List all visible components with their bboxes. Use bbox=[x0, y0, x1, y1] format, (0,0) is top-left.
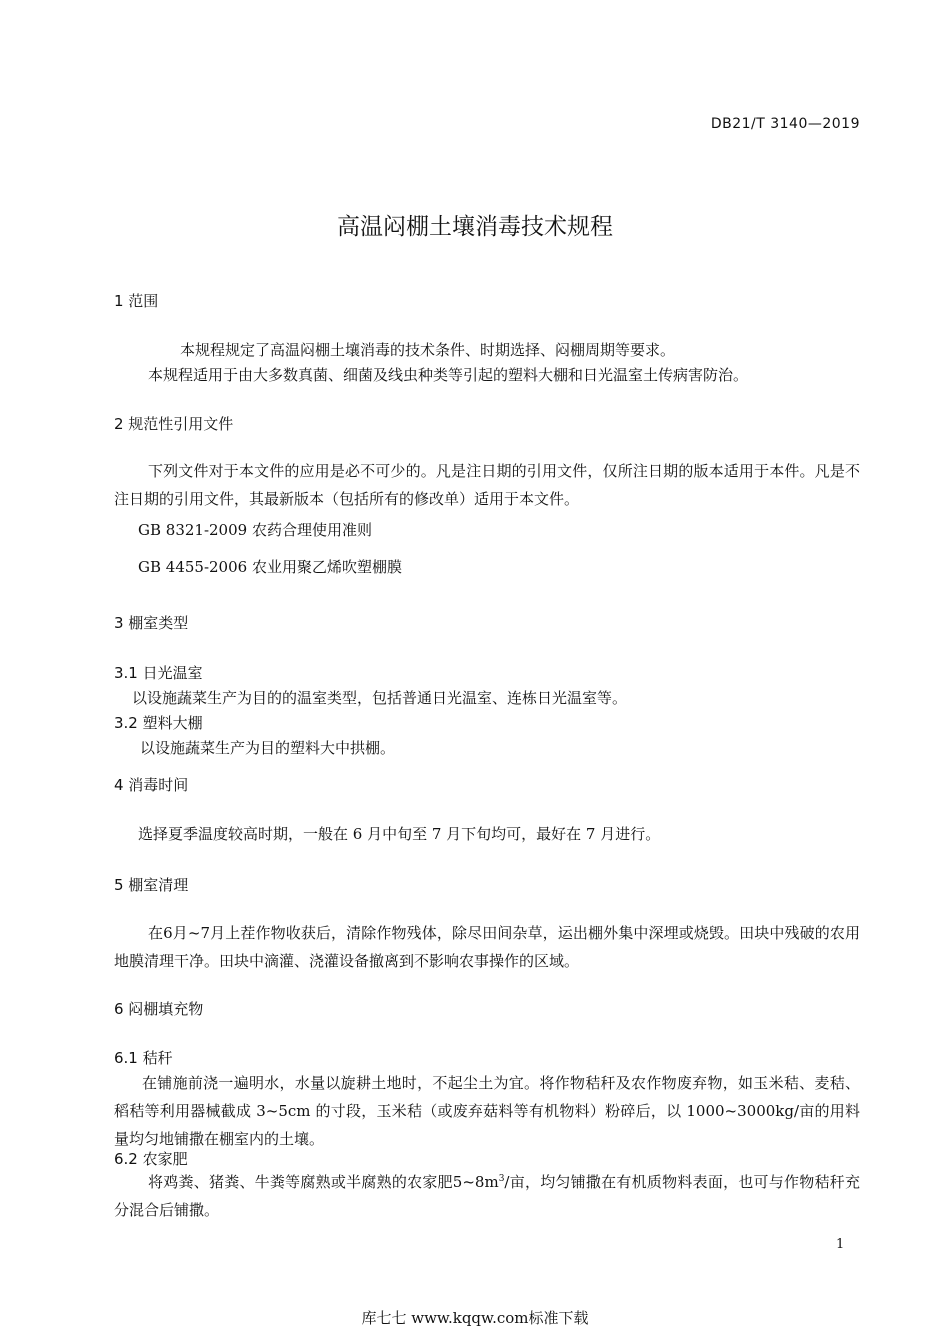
standard-code: DB21/T 3140—2019 bbox=[710, 116, 860, 132]
section-1-paragraph-1: 本规程规定了高温闷棚土壤消毒的技术条件、时期选择、闷棚周期等要求。 bbox=[180, 341, 676, 359]
subsection-3-2-paragraph: 以设施蔬菜生产为目的塑料大中拱棚。 bbox=[140, 739, 396, 757]
page-number: 1 bbox=[836, 1237, 845, 1252]
section-2-heading: 2 规范性引用文件 bbox=[114, 415, 234, 433]
section-5-heading: 5 棚室清理 bbox=[114, 876, 189, 894]
manure-text-end: /亩，均匀铺撒在有机质物料表面，也可与作物秸秆充分混合后铺撒。 bbox=[114, 1173, 860, 1219]
subsection-3-2-heading: 3.2 塑料大棚 bbox=[114, 714, 203, 732]
section-3-heading: 3 棚室类型 bbox=[114, 614, 189, 632]
manure-text-start: 将鸡粪、猪粪、牛粪等腐熟或半腐熟的农家肥5~8m bbox=[148, 1173, 499, 1191]
section-1-paragraph-2: 本规程适用于由大多数真菌、细菌及线虫种类等引起的塑料大棚和日光温室土传病害防治。 bbox=[148, 366, 749, 384]
section-2-paragraph: 下列文件对于本文件的应用是必不可少的。凡是注日期的引用文件，仅所注日期的版本适用于本件。凡是不注日期的引用文件，其最新版本（包括所有的修改单）适用于本文件。 bbox=[114, 462, 860, 508]
cubic-superscript: 3 bbox=[498, 1174, 505, 1184]
subsection-6-2-paragraph bbox=[114, 1168, 860, 1224]
subsection-3-1-paragraph: 以设施蔬菜生产为目的的温室类型，包括普通日光温室、连栋日光温室等。 bbox=[132, 689, 628, 707]
subsection-6-2-heading: 6.2 农家肥 bbox=[114, 1150, 188, 1168]
subsection-6-1-paragraph: 在铺施前浇一遍明水，水量以旋耕土地时，不起尘土为宜。将作物秸秆及农作物废弃物，如玉米秸、麦秸、稻秸等利用器械截成 3~5cm 的寸段，玉米秸（或废弃菇料等有机物料）粉碎后，以 1000~3000kg/亩的用料量均匀地铺撒在棚室内的土壤。 bbox=[114, 1074, 860, 1148]
subsection-3-1-heading: 3.1 日光温室 bbox=[114, 664, 203, 682]
normative-reference-2: GB 4455-2006 农业用聚乙烯吹塑棚膜 bbox=[138, 558, 402, 576]
section-4-heading: 4 消毒时间 bbox=[114, 776, 189, 794]
document-title: 高温闷棚土壤消毒技术规程 bbox=[337, 214, 613, 240]
section-4-paragraph: 选择夏季温度较高时期，一般在 6 月中旬至 7 月下旬均可，最好在 7 月进行。 bbox=[138, 825, 661, 843]
section-1-heading: 1 范围 bbox=[114, 292, 159, 310]
normative-reference-1: GB 8321-2009 农药合理使用准则 bbox=[138, 521, 372, 539]
section-5-paragraph: 在6月~7月上茬作物收获后，清除作物残体，除尽田间杂草，运出棚外集中深埋或烧毁。田块中残破的农用地膜清理干净。田块中滴灌、浇灌设备撤离到不影响农事操作的区域。 bbox=[114, 924, 860, 970]
footer-watermark: 库七七 www.kqqw.com标准下载 bbox=[361, 1309, 589, 1327]
section-6-heading: 6 闷棚填充物 bbox=[114, 1000, 204, 1018]
subsection-6-1-heading: 6.1 秸秆 bbox=[114, 1049, 173, 1067]
